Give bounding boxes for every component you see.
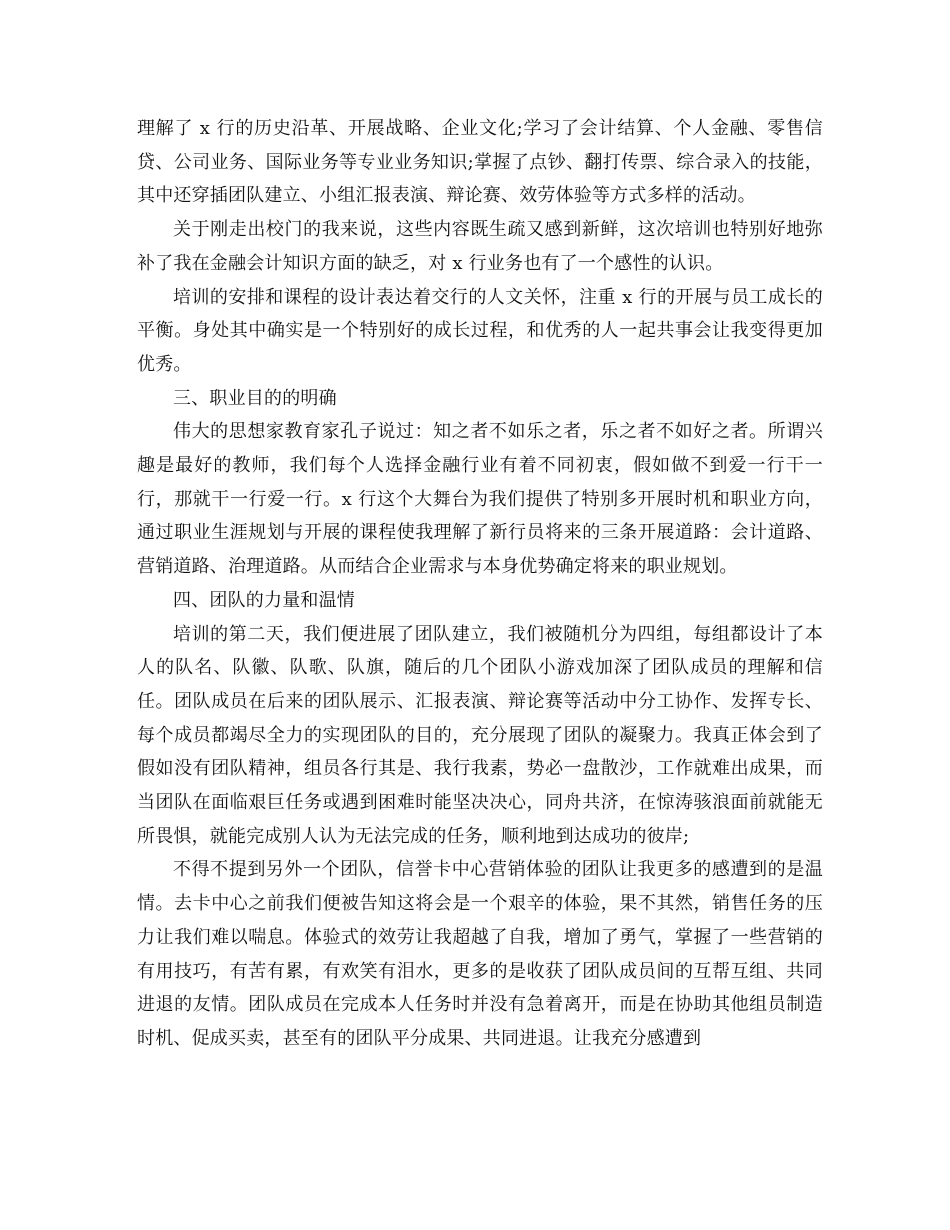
section-heading: 三、职业目的的明确: [173, 387, 337, 409]
section-heading: 四、团队的力量和温情: [173, 589, 355, 611]
paragraph: 培训的安排和课程的设计表达着交行的人文关怀，注重 x 行的开展与员工成长的平衡。身处其中确实是一个特别好的成长过程，和优秀的人一起共事会让我变得更加优秀。: [137, 286, 823, 375]
document-body: [137, 112, 823, 1056]
paragraph: 不得不提到另外一个团队，信誉卡中心营销体验的团队让我更多的感遭到的是温情。去卡中心之前我们便被告知这将会是一个艰辛的体验，果不其然，销售任务的压力让我们难以喘息。体验式的效劳让我超越了自我，增加了勇气，掌握了一些营销的有用技巧，有苦有累，有欢笑有泪水，更多的是收获了团队成员间的互帮互组、共同进退的友情。团队成员在完成本人任务时并没有急着离开，而是在协助其他组员制造时机、促成买卖，甚至有的团队平分成果、共同进退。让我充分感遭到: [137, 859, 823, 1049]
paragraph: 伟大的思想家教育家孔子说过：知之者不如乐之者，乐之者不如好之者。所谓兴趣是最好的教师，我们每个人选择金融行业有着不同初衷，假如做不到爱一行干一行，那就干一行爱一行。x 行这个大舞台为我们提供了特别多开展时机和职业方向，通过职业生涯规划与开展的课程使我理解了新行员将来的三条开展道路：会计道路、营销道路、治理道路。从而结合企业需求与本身优势确定将来的职业规划。: [137, 421, 823, 578]
paragraph: 理解了 x 行的历史沿革、开展战略、企业文化;学习了会计结算、个人金融、零售信贷、公司业务、国际业务等专业业务知识;掌握了点钞、翻打传票、综合录入的技能，其中还穿插团队建立、小组汇报表演、辩论赛、效劳体验等方式多样的活动。: [137, 118, 823, 207]
paragraph: 培训的第二天，我们便进展了团队建立，我们被随机分为四组，每组都设计了本人的队名、队徽、队歌、队旗，随后的几个团队小游戏加深了团队成员的理解和信任。团队成员在后来的团队展示、汇报表演、辩论赛等活动中分工协作、发挥专长、每个成员都竭尽全力的实现团队的目的，充分展现了团队的凝聚力。我真正体会到了假如没有团队精神，组员各行其是、我行我素，势必一盘散沙，工作就难出成果，而当团队在面临艰巨任务或遇到困难时能坚决决心，同舟共济，在惊涛骇浪面前就能无所畏惧，就能完成别人认为无法完成的任务，顺利地到达成功的彼岸;: [137, 623, 823, 847]
paragraph: 关于刚走出校门的我来说，这些内容既生疏又感到新鲜，这次培训也特别好地弥补了我在金融会计知识方面的缺乏，对 x 行业务也有了一个感性的认识。: [137, 219, 823, 274]
